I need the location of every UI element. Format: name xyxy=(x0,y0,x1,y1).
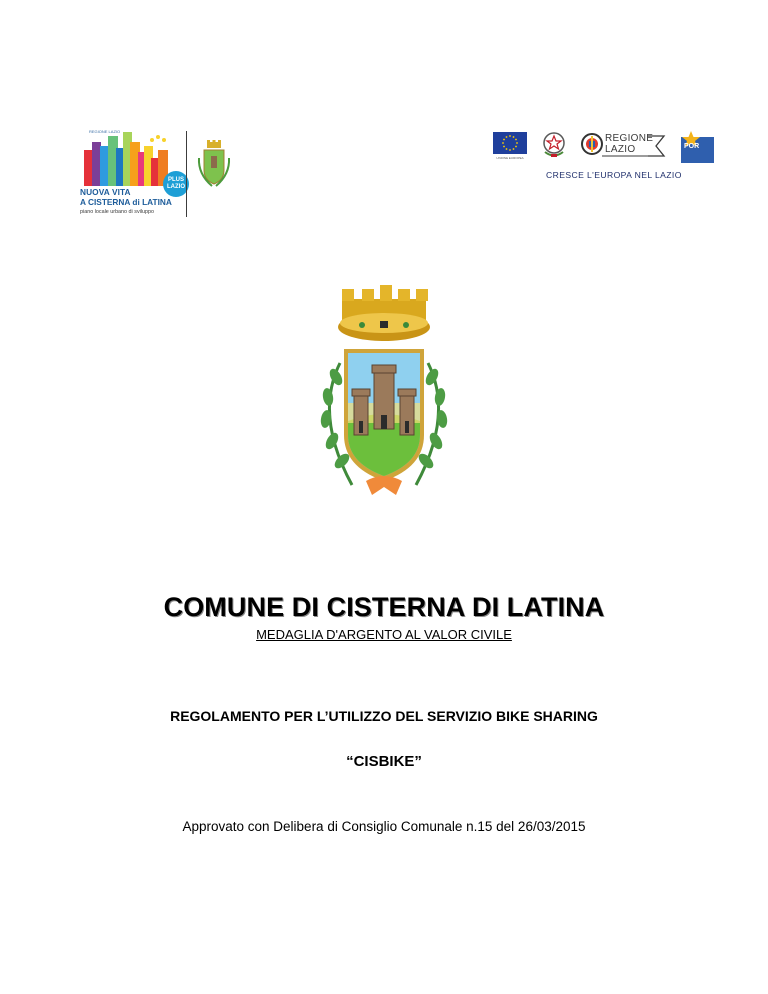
eu-caption: UNIONE EUROPEA xyxy=(496,156,524,160)
coat-of-arms-emblem xyxy=(304,285,464,515)
small-coat-of-arms-icon xyxy=(196,140,232,190)
eu-slogan: CRESCE L'EUROPA NEL LAZIO xyxy=(546,170,682,180)
service-name: “CISBIKE” xyxy=(346,753,422,770)
header-divider xyxy=(186,131,187,217)
por-logo xyxy=(681,131,714,163)
region-line2: LAZIO xyxy=(605,144,636,155)
por-label: POR xyxy=(684,143,700,150)
region-mini-label: REGIONE LAZIO xyxy=(89,129,121,134)
plus-badge-line2: LAZIO xyxy=(167,184,185,190)
region-line1: REGIONE xyxy=(605,133,654,144)
region-swoosh-icon xyxy=(602,132,670,160)
page-subtitle: MEDAGLIA D'ARGENTO AL VALOR CIVILE xyxy=(256,627,512,642)
logo-title-line1: NUOVA VITA xyxy=(80,187,131,197)
page-title: COMUNE DI CISTERNA DI LATINA xyxy=(163,592,605,622)
logo-tagline: piano locale urbano di sviluppo xyxy=(80,209,155,215)
italian-republic-emblem-icon xyxy=(541,130,567,160)
eu-flag-icon xyxy=(493,132,527,154)
logo-title-line2: A CISTERNA di LATINA xyxy=(80,197,172,207)
regione-lazio-logo-icon xyxy=(580,132,604,156)
regulation-heading: REGOLAMENTO PER L’UTILIZZO DEL SERVIZIO BIKE SHARING xyxy=(170,708,598,724)
plus-badge-line1: PLUS xyxy=(167,177,184,183)
mural-crown-icon xyxy=(338,285,430,341)
approval-note: Approvato con Delibera di Consiglio Comunale n.15 del 26/03/2015 xyxy=(182,819,586,834)
